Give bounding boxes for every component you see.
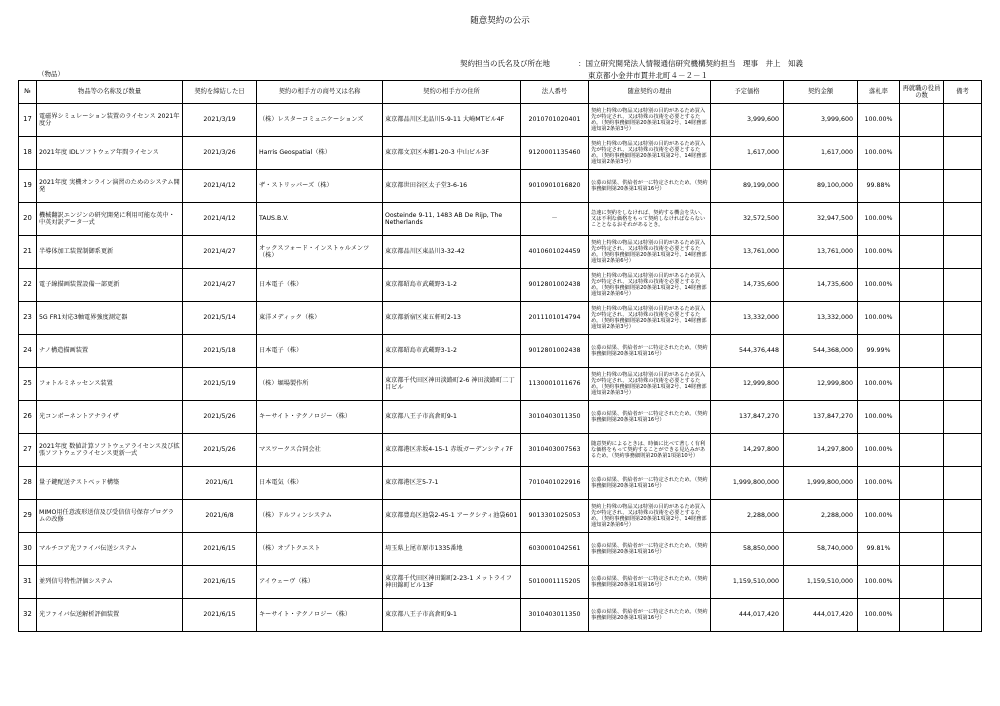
cell-date: 2021/6/8 [183,500,257,533]
cell-date: 2021/6/15 [183,533,257,566]
cell-note [944,170,982,203]
cell-contract-amount: 58,740,000 [784,533,858,566]
cell-reason: 契約上特殊の物品又は特別の目的があるため買入先が特定され、又は特殊の技術を必要とするため。（契約事務細則第20条第1項第2号、14財務部通知第2条第6号） [589,500,711,533]
cell-bid-rate: 100.00% [858,368,900,401]
cell-item: 並列信号特性評価システム [37,566,183,599]
cell-date: 2021/5/26 [183,434,257,467]
page-title: 随意契約の公示 [470,16,530,26]
cell-address: 東京都千代田区神田錦町2-23-1 メットライフ神田錦町ビル13F [383,566,521,599]
cell-note [944,434,982,467]
contract-table [18,80,982,632]
cell-corp-no: 9012801002438 [521,269,589,302]
cell-estimated-price: 1,999,800,000 [711,467,784,500]
cell-corp-no: 3010403011350 [521,401,589,434]
cell-bid-rate: 100.00% [858,467,900,500]
cell-address: 埼玉県上尾市原市1335番地 [383,533,521,566]
cell-vendor: 日本電気（株） [257,467,383,500]
cell-bid-rate: 100.00% [858,401,900,434]
cell-item: 2021年度 実機オンライン演習のためのシステム開発 [37,170,183,203]
cell-bid-rate: 100.00% [858,500,900,533]
cell-note [944,500,982,533]
contractor-label: 契約担当の氏名及び所在地 [460,59,550,68]
cell-vendor: 日本電子（株） [257,269,383,302]
header-reason: 随意契約の理由 [589,81,711,104]
cell-address: 東京都新宿区東五軒町2-13 [383,302,521,335]
cell-item: 電子線描画装置設備一部更新 [37,269,183,302]
cell-item: 機械翻訳エンジンの研究開発に利用可能な英中・中英対訳データ一式 [37,203,183,236]
cell-estimated-price: 14,735,600 [711,269,784,302]
cell-bid-rate: 100.00% [858,434,900,467]
header-no: № [19,81,37,104]
cell-corp-no: 7010401022916 [521,467,589,500]
cell-contract-amount: 14,735,600 [784,269,858,302]
cell-contract-amount: 32,947,500 [784,203,858,236]
cell-corp-no: 9012801002438 [521,335,589,368]
cell-vendor: TAUS.B.V. [257,203,383,236]
cell-note [944,467,982,500]
cell-reason: 急速に契約をしなければ、契約する機会を失い、又は不利な価格をもって契約しなければならないこととなるおそれがあるとき。 [589,203,711,236]
cell-no: 26 [19,401,37,434]
cell-corp-no: 9013301025053 [521,500,589,533]
category-label: （物品） [38,70,64,78]
cell-no: 30 [19,533,37,566]
cell-address: 東京都豊島区池袋2-45-1 アークシティ池袋601 [383,500,521,533]
cell-estimated-price: 13,332,000 [711,302,784,335]
cell-estimated-price: 1,617,000 [711,137,784,170]
cell-address: 東京都八王子市高倉町9-1 [383,401,521,434]
cell-bid-rate: 100.00% [858,302,900,335]
header-bid-rate: 落札率 [858,81,900,104]
cell-reason: 公募の結果、供給者が一に特定されたため。（契約事務細則第20条第1項第16号） [589,335,711,368]
cell-address: 東京都世田谷区太子堂3-6-16 [383,170,521,203]
cell-estimated-price: 137,847,270 [711,401,784,434]
cell-address: 東京都文京区本郷1-20-3 中山ビル3F [383,137,521,170]
cell-vendor: マスワークス合同会社 [257,434,383,467]
cell-reason: 契約上特殊の物品又は特別の目的があるため買入先が特定され、又は特殊の技術を必要とするため。（契約事務細則第20条第1項第2号、14財務部通知第2条第3号） [589,302,711,335]
cell-vendor: ザ・ストリッパーズ（株） [257,170,383,203]
cell-no: 25 [19,368,37,401]
contractor-separator: ： [578,59,586,68]
contractor-info [460,58,803,82]
header-contract-amount: 契約金額 [784,81,858,104]
cell-vendor: （株）オプトクエスト [257,533,383,566]
cell-vendor: Harris Geospatial（株） [257,137,383,170]
cell-note [944,599,982,632]
cell-bid-rate: 99.81% [858,533,900,566]
cell-no: 18 [19,137,37,170]
cell-vendor: 東洋メディック（株） [257,302,383,335]
cell-item: 光コンポーネントアナライザ [37,401,183,434]
header-date: 契約を締結した日 [183,81,257,104]
cell-date: 2021/4/12 [183,203,257,236]
cell-officers [900,401,944,434]
cell-no: 31 [19,566,37,599]
cell-vendor: （株）堀場製作所 [257,368,383,401]
header-note: 備考 [944,81,982,104]
cell-officers [900,236,944,269]
cell-reason: 契約上特殊の物品又は特別の目的があるため買入先が特定され、又は特殊の技術を必要とするため。（契約事務細則第20条第1項第2号、14財務部通知第2条第6号） [589,236,711,269]
cell-no: 32 [19,599,37,632]
header-item: 物品等の名称及び数量 [37,81,183,104]
table-header-row [19,81,982,104]
header-vendor: 契約の相手方の商号又は名称 [257,81,383,104]
cell-vendor: アイウェーヴ（株） [257,566,383,599]
header-address: 契約の相手方の住所 [383,81,521,104]
cell-contract-amount: 2,288,000 [784,500,858,533]
cell-note [944,269,982,302]
cell-officers [900,335,944,368]
cell-date: 2021/5/26 [183,401,257,434]
cell-note [944,137,982,170]
cell-corp-no: 5010001115205 [521,566,589,599]
cell-contract-amount: 444,017,420 [784,599,858,632]
table-row [19,104,982,137]
cell-contract-amount: 1,999,800,000 [784,467,858,500]
table-row [19,203,982,236]
cell-date: 2021/3/26 [183,137,257,170]
cell-officers [900,137,944,170]
cell-no: 19 [19,170,37,203]
cell-bid-rate: 100.00% [858,236,900,269]
cell-item: 光ファイバ伝送解析評価装置 [37,599,183,632]
cell-estimated-price: 13,761,000 [711,236,784,269]
cell-reason: 公募の結果、供給者が一に特定されたため。（契約事務細則第20条第1項第16号） [589,533,711,566]
cell-item: マルチコア光ファイバ伝送システム [37,533,183,566]
cell-vendor: 日本電子（株） [257,335,383,368]
header-corp-no: 法人番号 [521,81,589,104]
cell-note [944,368,982,401]
cell-corp-no: 4010601024459 [521,236,589,269]
table-row [19,335,982,368]
cell-no: 29 [19,500,37,533]
cell-note [944,401,982,434]
cell-officers [900,302,944,335]
cell-reason: 随意契約によるときは、時価に比べて著しく有利な価格をもって契約することができる見込みがあるため。（契約事務細則第20条第1項第10号） [589,434,711,467]
cell-vendor: オックスフォード・インストゥルメンツ（株） [257,236,383,269]
cell-note [944,335,982,368]
cell-officers [900,566,944,599]
cell-estimated-price: 14,297,800 [711,434,784,467]
cell-bid-rate: 100.00% [858,104,900,137]
header-officers: 再就職の役員の数 [900,81,944,104]
cell-date: 2021/6/1 [183,467,257,500]
cell-item: 2021年度 IDLソフトウェア年間ライセンス [37,137,183,170]
cell-bid-rate: 100.00% [858,269,900,302]
cell-estimated-price: 32,572,500 [711,203,784,236]
cell-address: 東京都港区芝5-7-1 [383,467,521,500]
cell-item: フォトルミネッセンス装置 [37,368,183,401]
cell-officers [900,500,944,533]
cell-date: 2021/5/14 [183,302,257,335]
cell-bid-rate: 100.00% [858,599,900,632]
cell-corp-no: 2011101014794 [521,302,589,335]
cell-no: 21 [19,236,37,269]
table-row [19,401,982,434]
cell-officers [900,104,944,137]
table-row [19,269,982,302]
cell-estimated-price: 2,288,000 [711,500,784,533]
cell-item: 電磁界シミュレーション装置のライセンス 2021年度分 [37,104,183,137]
cell-vendor: （株）レスターコミュニケーションズ [257,104,383,137]
cell-contract-amount: 14,297,800 [784,434,858,467]
table-row [19,368,982,401]
cell-no: 20 [19,203,37,236]
cell-note [944,302,982,335]
cell-address: 東京都八王子市高倉町9-1 [383,599,521,632]
cell-reason: 公募の結果、供給者が一に特定されたため。（契約事務細則第20条第1項第16号） [589,401,711,434]
cell-note [944,203,982,236]
cell-item: MIMO用任意波形送信及び受信信号保存プログラムの改修 [37,500,183,533]
cell-estimated-price: 89,199,000 [711,170,784,203]
table-row [19,566,982,599]
cell-contract-amount: 1,159,510,000 [784,566,858,599]
cell-address: 東京都港区赤坂4-15-1 赤坂ガーデンシティ7F [383,434,521,467]
cell-estimated-price: 544,376,448 [711,335,784,368]
cell-officers [900,599,944,632]
cell-contract-amount: 1,617,000 [784,137,858,170]
cell-address: 東京都品川区東品川3-32-42 [383,236,521,269]
cell-no: 17 [19,104,37,137]
cell-bid-rate: 99.99% [858,335,900,368]
cell-vendor: キーサイト・テクノロジー（株） [257,599,383,632]
cell-estimated-price: 444,017,420 [711,599,784,632]
cell-item: 5G FR1対応3軸電界強度測定器 [37,302,183,335]
cell-bid-rate: 100.00% [858,137,900,170]
cell-contract-amount: 12,999,800 [784,368,858,401]
cell-no: 24 [19,335,37,368]
cell-officers [900,203,944,236]
cell-corp-no: 9120001135460 [521,137,589,170]
cell-reason: 契約上特殊の物品又は特別の目的があるため買入先が特定され、又は特殊の技術を必要とするため。（契約事務細則第20条第1項第2号、14財務部通知第2条第6号） [589,269,711,302]
cell-address: 東京都昭島市武蔵野3-1-2 [383,269,521,302]
cell-address: 東京都昭島市武蔵野3-1-2 [383,335,521,368]
cell-officers [900,368,944,401]
table-row [19,500,982,533]
contractor-name: 国立研究開発法人情報通信研究機構契約担当 理事 井上 知義 [585,59,803,68]
cell-contract-amount: 89,100,000 [784,170,858,203]
cell-note [944,236,982,269]
cell-address: 東京都千代田区神田淡路町2-6 神田淡路町二丁目ビル [383,368,521,401]
cell-date: 2021/4/12 [183,170,257,203]
cell-bid-rate: 99.88% [858,170,900,203]
cell-item: 2021年度 数値計算ソフトウェアライセンス及び拡張ソフトウェアライセンス更新一式 [37,434,183,467]
cell-officers [900,170,944,203]
cell-reason: 公募の結果、供給者が一に特定されたため。（契約事務細則第20条第1項第16号） [589,566,711,599]
cell-bid-rate: 100.00% [858,566,900,599]
cell-contract-amount: 13,761,000 [784,236,858,269]
table-row [19,434,982,467]
contractor-address: 東京都小金井市貫井北町４－２－１ [588,71,708,80]
cell-estimated-price: 1,159,510,000 [711,566,784,599]
cell-date: 2021/4/27 [183,269,257,302]
cell-contract-amount: 137,847,270 [784,401,858,434]
cell-officers [900,467,944,500]
cell-corp-no: 3010403007563 [521,434,589,467]
cell-estimated-price: 3,999,600 [711,104,784,137]
cell-item: 半導体加工装置制御系更新 [37,236,183,269]
cell-no: 27 [19,434,37,467]
cell-estimated-price: 58,850,000 [711,533,784,566]
cell-note [944,104,982,137]
cell-corp-no: 9010901016820 [521,170,589,203]
cell-vendor: キーサイト・テクノロジー（株） [257,401,383,434]
cell-address: 東京都品川区北品川5-9-11 大崎MTビル4F [383,104,521,137]
cell-date: 2021/3/19 [183,104,257,137]
cell-estimated-price: 12,999,800 [711,368,784,401]
cell-date: 2021/5/18 [183,335,257,368]
cell-address: Oosteinde 9-11, 1483 AB De Rijp, The Netherlands [383,203,521,236]
table-row [19,170,982,203]
table-row [19,137,982,170]
cell-reason: 公募の結果、供給者が一に特定されたため。（契約事務細則第20条第1項第16号） [589,170,711,203]
cell-officers [900,434,944,467]
table-row [19,467,982,500]
cell-note [944,533,982,566]
cell-reason: 契約上特殊の物品又は特別の目的があるため買入先が特定され、又は特殊の技術を必要とするため。（契約事務細則第20条第1項第2号、14財務部通知第2条第3号） [589,137,711,170]
cell-contract-amount: 544,368,000 [784,335,858,368]
cell-no: 23 [19,302,37,335]
cell-bid-rate: 100.00% [858,203,900,236]
header-estimated-price: 予定価格 [711,81,784,104]
cell-contract-amount: 3,999,600 [784,104,858,137]
cell-reason: 契約上特殊の物品又は特別の目的があるため買入先が特定され、又は特殊の技術を必要とするため。（契約事務細則第20条第1項第2号、14財務部通知第2条第3号） [589,104,711,137]
cell-corp-no: 3010403011350 [521,599,589,632]
table-row [19,533,982,566]
cell-item: ナノ構造描画装置 [37,335,183,368]
cell-corp-no: － [521,203,589,236]
cell-corp-no: 6030001042561 [521,533,589,566]
cell-reason: 契約上特殊の物品又は特別の目的があるため買入先が特定され、又は特殊の技術を必要とするため。（契約事務細則第20条第1項第2号、14財務部通知第2条第3号） [589,368,711,401]
cell-officers [900,269,944,302]
cell-officers [900,533,944,566]
cell-vendor: （株）ドルフィンシステム [257,500,383,533]
table-row [19,236,982,269]
cell-no: 22 [19,269,37,302]
cell-no: 28 [19,467,37,500]
table-row [19,302,982,335]
cell-date: 2021/4/27 [183,236,257,269]
cell-reason: 公募の結果、供給者が一に特定されたため。（契約事務細則第20条第1項第16号） [589,599,711,632]
cell-date: 2021/6/15 [183,566,257,599]
cell-item: 量子鍵配送テストベッド構築 [37,467,183,500]
table-row [19,599,982,632]
contractor-name-line [460,58,803,70]
cell-corp-no: 1130001011676 [521,368,589,401]
cell-note [944,566,982,599]
cell-reason: 公募の結果、供給者が一に特定されたため。（契約事務細則第20条第1項第16号） [589,467,711,500]
cell-date: 2021/6/15 [183,599,257,632]
cell-corp-no: 2010701020401 [521,104,589,137]
cell-date: 2021/5/19 [183,368,257,401]
cell-contract-amount: 13,332,000 [784,302,858,335]
